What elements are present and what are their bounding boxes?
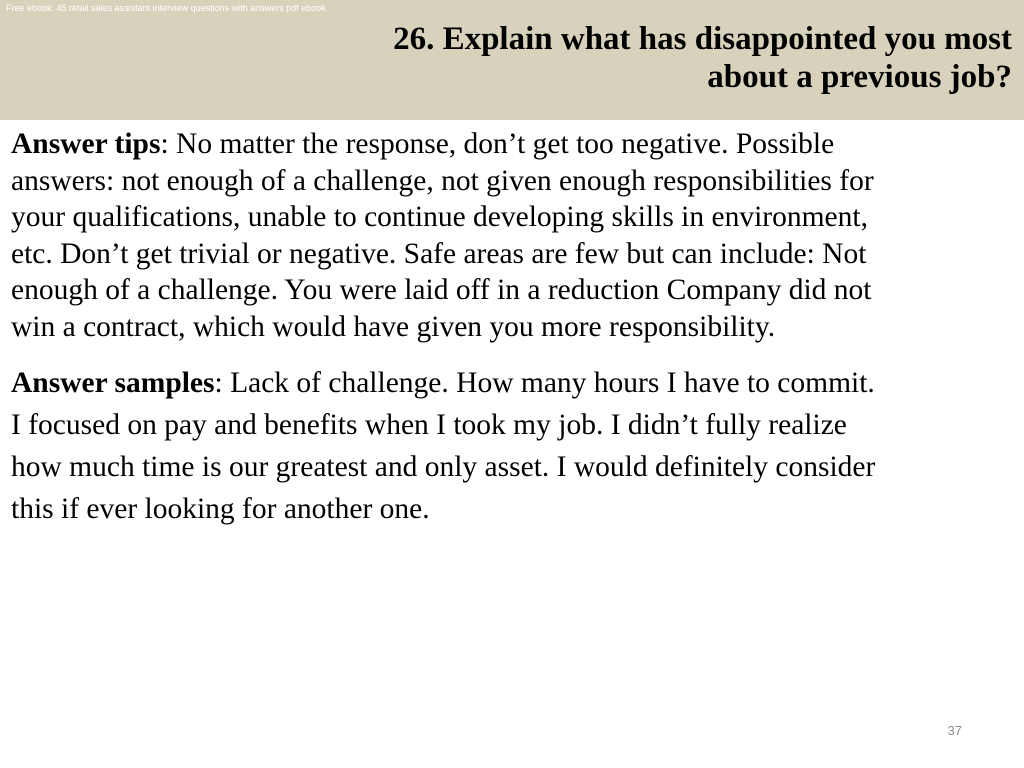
- answer-tips-label: Answer tips: [11, 128, 161, 160]
- answer-tips-line-2: answers: not enough of a challenge, not given enough responsibilities for: [11, 164, 874, 197]
- page-number: 37: [947, 723, 962, 738]
- answer-samples-separator: :: [214, 366, 231, 399]
- answer-samples-text-1: Lack of challenge. How many hours I have to commit.: [230, 366, 875, 399]
- slide-title-line-2: about a previous job?: [707, 59, 1012, 95]
- answer-samples-line-3: how much time is our greatest and only asset. I would definitely consider: [11, 450, 876, 483]
- answer-tips-line-5: enough of a challenge. You were laid off in a reduction Company did not: [11, 274, 872, 307]
- answer-samples-paragraph: [11, 362, 1016, 530]
- answer-samples-line-1: [11, 362, 1016, 404]
- answer-tips-text-1: No matter the response, don’t get too negative. Possible: [176, 128, 835, 160]
- answer-tips-paragraph: [11, 126, 1016, 346]
- answer-samples-label: Answer samples: [11, 366, 215, 399]
- answer-tips-line-4: etc. Don’t get trivial or negative. Safe areas are few but can include: Not: [11, 237, 867, 270]
- slide-body: [11, 126, 1016, 530]
- title-banner: [0, 0, 1024, 120]
- slide-title-line-1: 26. Explain what has disappointed you most: [393, 21, 1012, 57]
- ebook-note: Free ebook: 45 retail sales assistant interview questions with answers pdf ebook: [6, 3, 326, 13]
- answer-samples-line-4: this if ever looking for another one.: [11, 492, 430, 525]
- answer-tips-separator: :: [160, 128, 177, 160]
- answer-samples-line-2: I focused on pay and benefits when I took my job. I didn’t fully realize: [11, 408, 847, 441]
- answer-tips-line-1: [11, 126, 1016, 163]
- slide-title: [112, 20, 1012, 96]
- answer-tips-line-6: win a contract, which would have given you more responsibility.: [11, 310, 776, 343]
- answer-tips-line-3: your qualifications, unable to continue developing skills in environment,: [11, 201, 868, 234]
